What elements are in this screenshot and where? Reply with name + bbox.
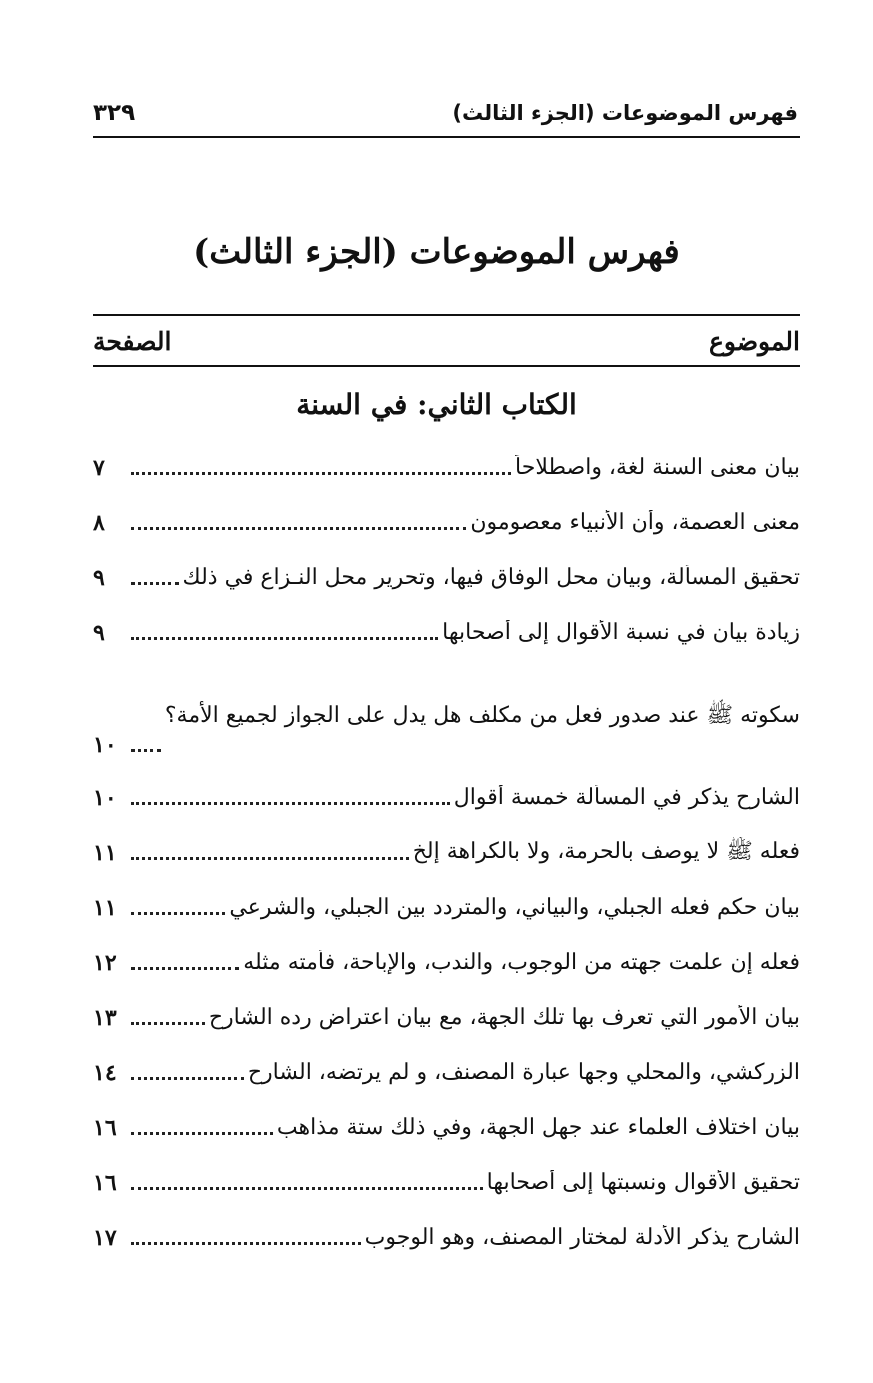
- columns-top-rule: [93, 314, 800, 316]
- toc-entry-page: ٩: [93, 564, 105, 591]
- section-title: الكتاب الثاني: في السنة: [296, 388, 577, 421]
- toc-list: [93, 440, 800, 1265]
- dot-leader: [131, 637, 438, 640]
- dot-leader: [131, 802, 450, 805]
- dot-leader: [131, 582, 179, 585]
- toc-entry: [93, 770, 800, 825]
- toc-entry: [93, 1100, 800, 1155]
- dot-leader: [131, 1022, 205, 1025]
- toc-entry-text: تحقيق المسألة، وبيان محل الوفاق فيها، وتحرير محل النـزاع في ذلك: [182, 565, 800, 590]
- toc-entry: [93, 660, 800, 770]
- column-header-topic: الموضوع: [709, 326, 800, 356]
- toc-entry-text: بيان الأمور التي تعرف بها تلك الجهة، مع بيان اعتراض رده الشارح: [208, 1005, 800, 1030]
- toc-entry-text: سكوته ﷺ عند صدور فعل من مكلف هل يدل على الجواز لجميع الأمة؟: [164, 702, 800, 728]
- column-header-page: الصفحة: [93, 326, 172, 356]
- page-number: ٣٢٩: [93, 100, 136, 126]
- toc-entry-page: ١٢: [93, 949, 117, 976]
- columns-bottom-rule: [93, 365, 800, 367]
- page-title: فهرس الموضوعات (الجزء الثالث): [193, 232, 680, 272]
- toc-entry-page: ٧: [93, 454, 105, 481]
- toc-entry-text: تحقيق الأقوال ونسبتها إلى أصحابها: [486, 1170, 800, 1195]
- dot-leader: [131, 857, 409, 860]
- toc-entry-text: فعله إن علمت جهته من الوجوب، والندب، والإباحة، فأمته مثله: [243, 950, 800, 975]
- dot-leader: [131, 527, 466, 530]
- dot-leader: [131, 1077, 244, 1080]
- toc-entry-text: بيان اختلاف العلماء عند جهل الجهة، وفي ذلك ستة مذاهب: [276, 1115, 800, 1140]
- toc-entry: [93, 1210, 800, 1265]
- toc-entry-page: ٨: [93, 509, 105, 536]
- toc-entry: [93, 1155, 800, 1210]
- column-headers: [93, 318, 800, 364]
- toc-entry-page: ١١: [93, 839, 117, 866]
- header-rule: [93, 136, 800, 138]
- toc-entry: [93, 440, 800, 495]
- dot-leader: [131, 912, 225, 915]
- toc-entry: [93, 880, 800, 935]
- dot-leader: [131, 1187, 483, 1190]
- toc-entry-text: زيادة بيان في نسبة الأقوال إلى أصحابها: [442, 620, 800, 645]
- toc-entry-page: ١٤: [93, 1059, 117, 1086]
- toc-entry: [93, 990, 800, 1045]
- toc-entry: [93, 935, 800, 990]
- toc-entry-text: بيان حكم فعله الجبلي، والبياني، والمتردد بين الجبلي، والشرعي: [229, 895, 800, 920]
- toc-entry-page: ١٦: [93, 1114, 117, 1141]
- toc-entry-text: بيان معنى السنة لغة، واصطلاحاً: [515, 455, 800, 480]
- toc-entry-text: الشارح يذكر الأدلة لمختار المصنف، وهو الوجوب: [364, 1225, 800, 1250]
- toc-entry-text: الزركشي، والمحلي وجها عبارة المصنف، و لم يرتضه، الشارح: [247, 1060, 800, 1085]
- toc-entry-page: ١٠: [93, 784, 117, 811]
- toc-entry-page: ١٣: [93, 1004, 117, 1031]
- toc-entry-text: معنى العصمة، وأن الأنبياء معصومون: [470, 510, 800, 535]
- toc-entry-text: فعله ﷺ لا يوصف بالحرمة، ولا بالكراهة إلخ: [412, 838, 800, 864]
- toc-entry: [93, 495, 800, 550]
- toc-entry-page: ١١: [93, 894, 117, 921]
- toc-entry-page: ١٦: [93, 1169, 117, 1196]
- dot-leader: [131, 749, 161, 752]
- toc-entry: [93, 1045, 800, 1100]
- toc-entry-page: ١٧: [93, 1224, 117, 1251]
- dot-leader: [131, 967, 239, 970]
- dot-leader: [131, 472, 511, 475]
- toc-entry: [93, 825, 800, 880]
- toc-entry: [93, 550, 800, 605]
- toc-entry: [93, 605, 800, 660]
- dot-leader: [131, 1132, 273, 1135]
- toc-entry-text: الشارح يذكر في المسألة خمسة أقوال: [453, 785, 800, 810]
- running-header: [93, 96, 798, 130]
- toc-entry-page: ١٠: [93, 732, 117, 758]
- running-title: فهرس الموضوعات (الجزء الثالث): [452, 101, 798, 125]
- toc-entry-page: ٩: [93, 619, 105, 646]
- dot-leader: [131, 1242, 361, 1245]
